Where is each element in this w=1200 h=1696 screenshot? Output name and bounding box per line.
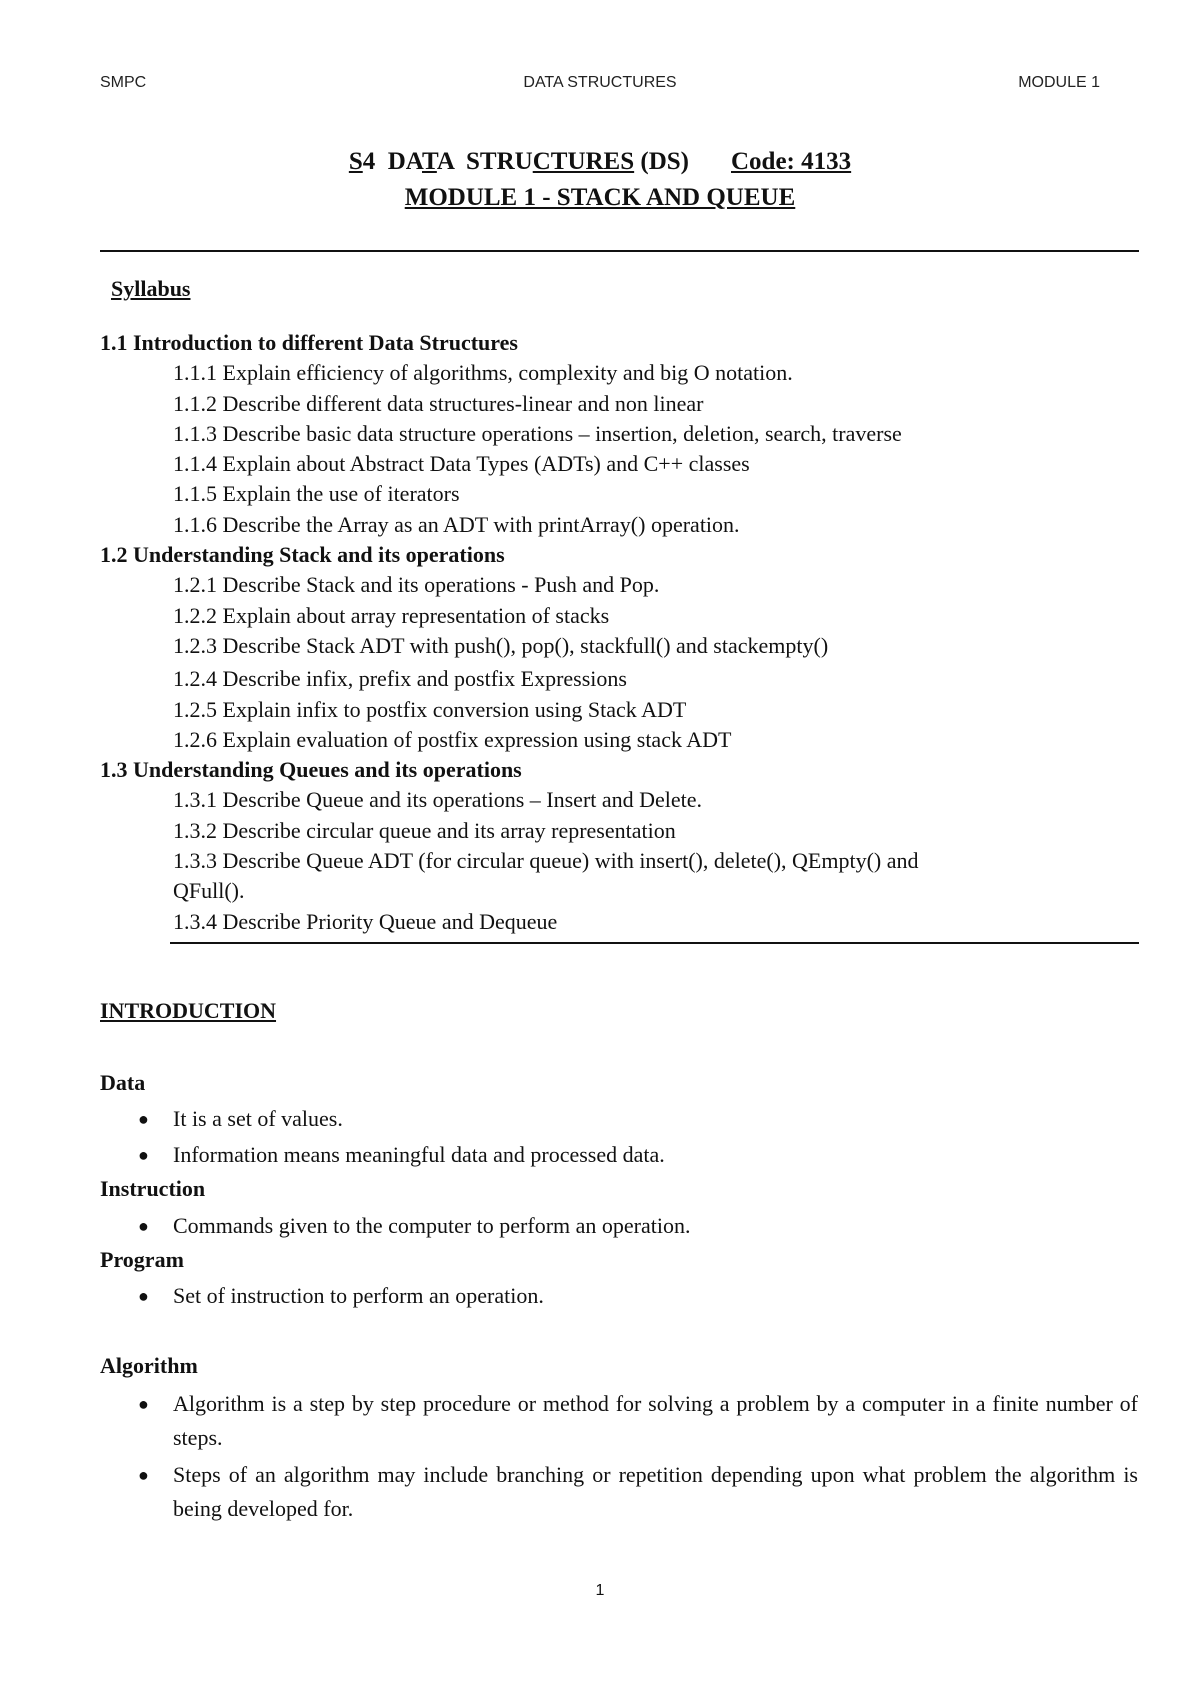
syllabus-item: 1.2.4 Describe infix, prefix and postfix Expressions (173, 666, 627, 692)
syllabus-item: 1.2.1 Describe Stack and its operations - Push and Pop. (173, 572, 660, 598)
introduction-heading: INTRODUCTION (100, 998, 277, 1023)
program-heading: Program (100, 1247, 184, 1272)
syllabus-item: 1.1.1 Explain efficiency of algorithms, complexity and big O notation. (173, 360, 793, 386)
syllabus-item-continued: QFull(). (173, 878, 245, 904)
syllabus-item: 1.1.2 Describe different data structures-linear and non linear (173, 390, 704, 416)
bullet-item: ● Algorithm is a step by step procedure or method for solving a problem by a computer in a finite number of steps. (138, 1387, 1138, 1455)
bullet-icon: ● (138, 1216, 149, 1236)
header-module: MODULE 1 (1018, 74, 1100, 91)
syllabus-item: 1.3.1 Describe Queue and its operations – Insert and Delete. (173, 787, 703, 813)
title-a-stru: A STRU (436, 148, 533, 175)
syllabus-item: 1.3.4 Describe Priority Queue and Dequeue (173, 908, 558, 934)
syllabus-item: 1.2.5 Explain infix to postfix conversion using Stack ADT (173, 696, 687, 722)
syllabus-item: 1.1.5 Explain the use of iterators (173, 481, 460, 507)
bullet-item: ● It is a set of values. (138, 1102, 1138, 1136)
bullet-icon: ● (138, 1286, 149, 1306)
bullet-item: ● Steps of an algorithm may include branching or repetition depending upon what problem the algorithm is being developed for. (138, 1458, 1138, 1526)
page-number: 1 (595, 1582, 605, 1599)
syllabus-section: 1.1 Introduction to different Data Structures (100, 330, 518, 355)
title-ctures: CTURES (532, 148, 635, 175)
bullet-item: ● Commands given to the computer to perform an operation. (138, 1209, 1138, 1243)
syllabus-item: 1.3.3 Describe Queue ADT (for circular queue) with insert(), delete(), QEmpty() and (173, 848, 919, 874)
instruction-heading: Instruction (100, 1176, 206, 1201)
syllabus-item: 1.3.2 Describe circular queue and its array representation (173, 817, 676, 843)
divider-top (100, 250, 1139, 252)
header-subject: DATA STRUCTURES (523, 74, 677, 91)
title-line-1 (0, 144, 1200, 180)
syllabus-item: 1.1.6 Describe the Array as an ADT with printArray() operation. (173, 511, 740, 537)
header-college: SMPC (100, 74, 147, 91)
syllabus-item: 1.2.3 Describe Stack ADT with push(), pop(), stackfull() and stackempty() (173, 632, 829, 658)
title-4-da: 4 DA (362, 148, 423, 175)
bullet-icon: ● (138, 1145, 149, 1165)
title-code: Code: 4133 (731, 148, 852, 175)
title-t: T (422, 148, 437, 175)
syllabus-item: 1.1.4 Explain about Abstract Data Types (ADTs) and C++ classes (173, 451, 750, 477)
syllabus-heading: Syllabus (111, 276, 191, 301)
bullet-item: ● Set of instruction to perform an operation. (138, 1279, 1138, 1313)
syllabus-section: 1.2 Understanding Stack and its operations (100, 542, 505, 568)
page-header (100, 74, 1100, 98)
data-heading: Data (100, 1070, 146, 1095)
title-s: S (348, 148, 363, 175)
document-title (0, 144, 1200, 216)
bullet-icon: ● (138, 1465, 149, 1485)
syllabus-section: 1.3 Understanding Queues and its operations (100, 757, 522, 783)
syllabus-item: 1.1.3 Describe basic data structure operations – insertion, deletion, search, traverse (173, 420, 902, 446)
title-line-2: MODULE 1 - STACK AND QUEUE (404, 184, 796, 211)
syllabus-list (100, 328, 1140, 937)
syllabus-item: 1.2.6 Explain evaluation of postfix expression using stack ADT (173, 726, 732, 752)
bullet-item: ● Information means meaningful data and processed data. (138, 1138, 1138, 1172)
syllabus-item: 1.2.2 Explain about array representation of stacks (173, 602, 610, 628)
divider-bottom (170, 942, 1139, 944)
bullet-icon: ● (138, 1109, 149, 1129)
title-ds: (DS) (634, 148, 689, 175)
bullet-icon: ● (138, 1394, 149, 1414)
algorithm-heading: Algorithm (100, 1353, 198, 1378)
